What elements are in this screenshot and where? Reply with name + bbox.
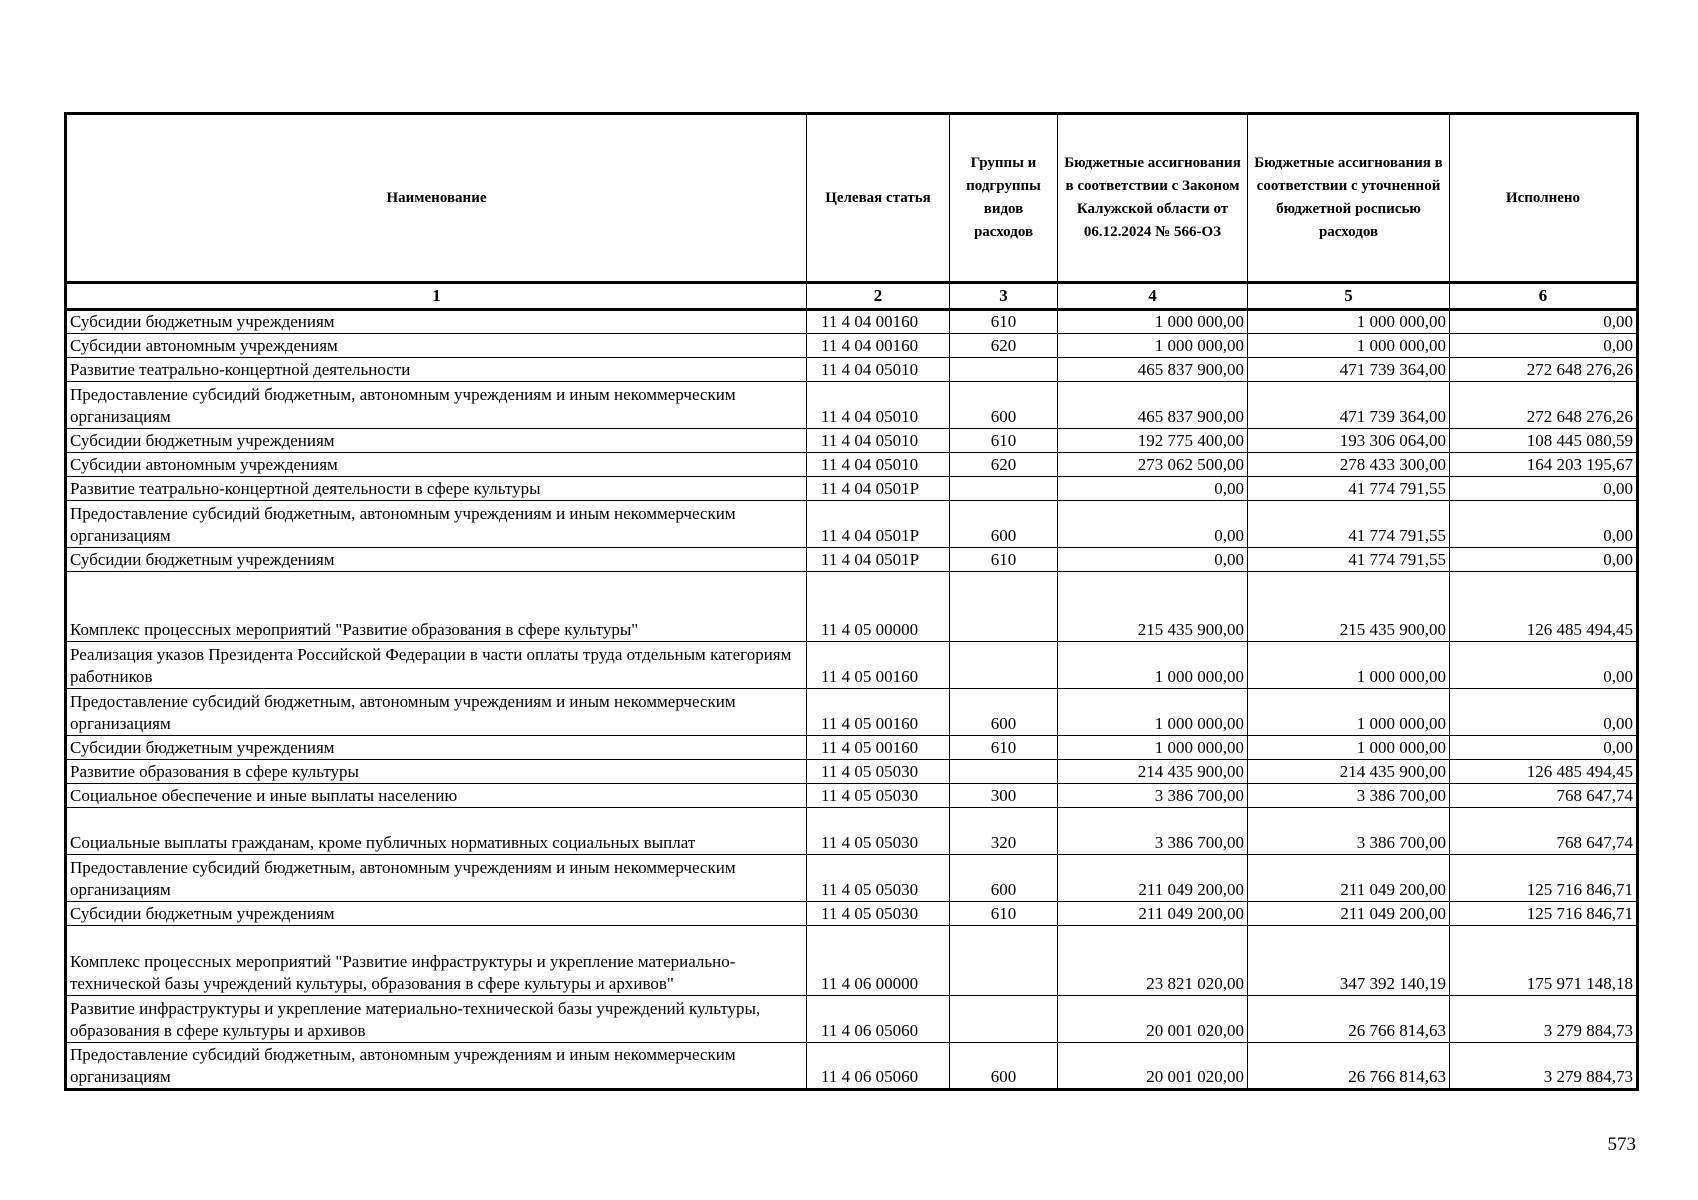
column-number: 2 (807, 283, 950, 310)
row-name-cell: Субсидии бюджетным учреждениям (66, 310, 807, 334)
budget-table (64, 112, 1639, 1091)
row-refined-amount-cell: 1 000 000,00 (1248, 310, 1450, 334)
row-code-cell: 11 4 04 0501Р (807, 477, 950, 501)
table-row (66, 926, 1638, 996)
row-name-cell: Субсидии автономным учреждениям (66, 334, 807, 358)
column-number-row (66, 283, 1638, 310)
row-name-cell: Комплекс процессных мероприятий "Развитие образования в сфере культуры" (66, 572, 807, 642)
table-row (66, 382, 1638, 429)
row-name-cell: Развитие театрально-концертной деятельности в сфере культуры (66, 477, 807, 501)
row-group-cell: 600 (950, 501, 1058, 548)
header-name: Наименование (66, 114, 807, 283)
row-code-cell: 11 4 04 05010 (807, 453, 950, 477)
row-refined-amount-cell: 41 774 791,55 (1248, 501, 1450, 548)
row-code-cell: 11 4 05 05030 (807, 760, 950, 784)
row-group-cell: 600 (950, 855, 1058, 902)
row-name-cell: Предоставление субсидий бюджетным, автономным учреждениям и иным некоммерческим организациям (66, 689, 807, 736)
row-name-cell: Субсидии бюджетным учреждениям (66, 548, 807, 572)
row-group-cell (950, 477, 1058, 501)
row-group-cell (950, 358, 1058, 382)
row-group-cell: 620 (950, 453, 1058, 477)
row-name-cell: Субсидии автономным учреждениям (66, 453, 807, 477)
row-name-cell: Субсидии бюджетным учреждениям (66, 902, 807, 926)
row-code-cell: 11 4 05 00160 (807, 736, 950, 760)
row-law-amount-cell: 1 000 000,00 (1058, 736, 1248, 760)
row-name-cell: Предоставление субсидий бюджетным, автономным учреждениям и иным некоммерческим организациям (66, 1043, 807, 1090)
row-refined-amount-cell: 215 435 900,00 (1248, 572, 1450, 642)
row-refined-amount-cell: 1 000 000,00 (1248, 334, 1450, 358)
row-executed-amount-cell: 125 716 846,71 (1450, 855, 1638, 902)
row-code-cell: 11 4 04 0501Р (807, 501, 950, 548)
row-law-amount-cell: 0,00 (1058, 501, 1248, 548)
header-target-article: Целевая статья (807, 114, 950, 283)
row-refined-amount-cell: 214 435 900,00 (1248, 760, 1450, 784)
header-executed: Исполнено (1450, 114, 1638, 283)
row-name-cell: Субсидии бюджетным учреждениям (66, 736, 807, 760)
row-law-amount-cell: 211 049 200,00 (1058, 902, 1248, 926)
row-code-cell: 11 4 06 05060 (807, 1043, 950, 1090)
row-code-cell: 11 4 04 05010 (807, 429, 950, 453)
row-group-cell (950, 572, 1058, 642)
row-refined-amount-cell: 26 766 814,63 (1248, 996, 1450, 1043)
table-row (66, 334, 1638, 358)
row-executed-amount-cell: 0,00 (1450, 689, 1638, 736)
table-row (66, 902, 1638, 926)
row-law-amount-cell: 273 062 500,00 (1058, 453, 1248, 477)
table-row (66, 642, 1638, 689)
column-number: 3 (950, 283, 1058, 310)
row-code-cell: 11 4 06 05060 (807, 996, 950, 1043)
table-row (66, 996, 1638, 1043)
row-code-cell: 11 4 05 05030 (807, 902, 950, 926)
table-row (66, 453, 1638, 477)
table-body (66, 310, 1638, 1090)
table-row (66, 689, 1638, 736)
row-group-cell: 600 (950, 689, 1058, 736)
row-code-cell: 11 4 04 00160 (807, 334, 950, 358)
row-law-amount-cell: 1 000 000,00 (1058, 334, 1248, 358)
row-group-cell: 320 (950, 808, 1058, 855)
row-executed-amount-cell: 0,00 (1450, 501, 1638, 548)
column-number: 1 (66, 283, 807, 310)
row-executed-amount-cell: 126 485 494,45 (1450, 760, 1638, 784)
row-code-cell: 11 4 06 00000 (807, 926, 950, 996)
row-group-cell: 600 (950, 382, 1058, 429)
row-law-amount-cell: 20 001 020,00 (1058, 996, 1248, 1043)
row-refined-amount-cell: 3 386 700,00 (1248, 784, 1450, 808)
row-refined-amount-cell: 1 000 000,00 (1248, 642, 1450, 689)
row-executed-amount-cell: 768 647,74 (1450, 784, 1638, 808)
row-code-cell: 11 4 05 05030 (807, 784, 950, 808)
row-refined-amount-cell: 41 774 791,55 (1248, 548, 1450, 572)
row-group-cell: 610 (950, 429, 1058, 453)
table-row (66, 736, 1638, 760)
row-name-cell: Развитие инфраструктуры и укрепление материально-технической базы учреждений культуры, образования в сфере культуры и архивов (66, 996, 807, 1043)
row-executed-amount-cell: 272 648 276,26 (1450, 358, 1638, 382)
row-code-cell: 11 4 04 05010 (807, 358, 950, 382)
row-law-amount-cell: 215 435 900,00 (1058, 572, 1248, 642)
row-name-cell: Предоставление субсидий бюджетным, автономным учреждениям и иным некоммерческим организациям (66, 855, 807, 902)
row-code-cell: 11 4 04 00160 (807, 310, 950, 334)
row-refined-amount-cell: 471 739 364,00 (1248, 358, 1450, 382)
row-refined-amount-cell: 211 049 200,00 (1248, 855, 1450, 902)
row-law-amount-cell: 0,00 (1058, 477, 1248, 501)
table-row (66, 760, 1638, 784)
row-executed-amount-cell: 0,00 (1450, 642, 1638, 689)
row-executed-amount-cell: 0,00 (1450, 736, 1638, 760)
table-row (66, 808, 1638, 855)
row-code-cell: 11 4 04 05010 (807, 382, 950, 429)
row-refined-amount-cell: 278 433 300,00 (1248, 453, 1450, 477)
row-executed-amount-cell: 768 647,74 (1450, 808, 1638, 855)
column-number: 5 (1248, 283, 1450, 310)
row-refined-amount-cell: 1 000 000,00 (1248, 689, 1450, 736)
table-row (66, 358, 1638, 382)
row-code-cell: 11 4 05 00000 (807, 572, 950, 642)
page-number: 573 (1607, 1134, 1636, 1155)
row-law-amount-cell: 3 386 700,00 (1058, 808, 1248, 855)
column-number: 6 (1450, 283, 1638, 310)
row-code-cell: 11 4 05 05030 (807, 808, 950, 855)
row-code-cell: 11 4 05 00160 (807, 642, 950, 689)
table-row (66, 572, 1638, 642)
row-name-cell: Социальное обеспечение и иные выплаты населению (66, 784, 807, 808)
row-law-amount-cell: 192 775 400,00 (1058, 429, 1248, 453)
row-refined-amount-cell: 3 386 700,00 (1248, 808, 1450, 855)
row-refined-amount-cell: 41 774 791,55 (1248, 477, 1450, 501)
row-law-amount-cell: 211 049 200,00 (1058, 855, 1248, 902)
row-code-cell: 11 4 04 0501Р (807, 548, 950, 572)
row-law-amount-cell: 465 837 900,00 (1058, 358, 1248, 382)
row-law-amount-cell: 214 435 900,00 (1058, 760, 1248, 784)
table-row (66, 429, 1638, 453)
table-row (66, 310, 1638, 334)
row-law-amount-cell: 1 000 000,00 (1058, 642, 1248, 689)
row-executed-amount-cell: 125 716 846,71 (1450, 902, 1638, 926)
row-group-cell (950, 926, 1058, 996)
row-law-amount-cell: 1 000 000,00 (1058, 310, 1248, 334)
row-executed-amount-cell: 0,00 (1450, 477, 1638, 501)
table-row (66, 477, 1638, 501)
row-executed-amount-cell: 3 279 884,73 (1450, 1043, 1638, 1090)
row-code-cell: 11 4 05 05030 (807, 855, 950, 902)
row-law-amount-cell: 0,00 (1058, 548, 1248, 572)
row-law-amount-cell: 3 386 700,00 (1058, 784, 1248, 808)
row-group-cell (950, 996, 1058, 1043)
row-group-cell: 610 (950, 310, 1058, 334)
row-executed-amount-cell: 0,00 (1450, 334, 1638, 358)
row-name-cell: Предоставление субсидий бюджетным, автономным учреждениям и иным некоммерческим организациям (66, 501, 807, 548)
row-executed-amount-cell: 126 485 494,45 (1450, 572, 1638, 642)
row-law-amount-cell: 1 000 000,00 (1058, 689, 1248, 736)
table-row (66, 855, 1638, 902)
row-refined-amount-cell: 193 306 064,00 (1248, 429, 1450, 453)
row-name-cell: Предоставление субсидий бюджетным, автономным учреждениям и иным некоммерческим организациям (66, 382, 807, 429)
row-name-cell: Развитие театрально-концертной деятельности (66, 358, 807, 382)
row-name-cell: Реализация указов Президента Российской Федерации в части оплаты труда отдельным категориям работников (66, 642, 807, 689)
row-executed-amount-cell: 175 971 148,18 (1450, 926, 1638, 996)
row-group-cell (950, 642, 1058, 689)
row-name-cell: Развитие образования в сфере культуры (66, 760, 807, 784)
row-group-cell: 610 (950, 902, 1058, 926)
row-law-amount-cell: 23 821 020,00 (1058, 926, 1248, 996)
row-name-cell: Субсидии бюджетным учреждениям (66, 429, 807, 453)
table-row (66, 784, 1638, 808)
table-row (66, 548, 1638, 572)
row-group-cell: 620 (950, 334, 1058, 358)
row-group-cell: 300 (950, 784, 1058, 808)
header-refined-allocations: Бюджетные ассигнования в соответствии с уточненной бюджетной росписью расходов (1248, 114, 1450, 283)
row-group-cell: 610 (950, 548, 1058, 572)
table-row (66, 1043, 1638, 1090)
row-name-cell: Социальные выплаты гражданам, кроме публичных нормативных социальных выплат (66, 808, 807, 855)
row-executed-amount-cell: 3 279 884,73 (1450, 996, 1638, 1043)
row-group-cell: 610 (950, 736, 1058, 760)
header-law-allocations: Бюджетные ассигнования в соответствии с Законом Калужской области от 06.12.2024 № 566-ОЗ (1058, 114, 1248, 283)
row-executed-amount-cell: 0,00 (1450, 548, 1638, 572)
row-refined-amount-cell: 1 000 000,00 (1248, 736, 1450, 760)
row-refined-amount-cell: 26 766 814,63 (1248, 1043, 1450, 1090)
row-executed-amount-cell: 108 445 080,59 (1450, 429, 1638, 453)
row-group-cell: 600 (950, 1043, 1058, 1090)
row-group-cell (950, 760, 1058, 784)
row-executed-amount-cell: 0,00 (1450, 310, 1638, 334)
row-law-amount-cell: 20 001 020,00 (1058, 1043, 1248, 1090)
table-header-row (66, 114, 1638, 283)
row-refined-amount-cell: 347 392 140,19 (1248, 926, 1450, 996)
row-refined-amount-cell: 471 739 364,00 (1248, 382, 1450, 429)
row-name-cell: Комплекс процессных мероприятий "Развитие инфраструктуры и укрепление материально-технической базы учреждений культуры, образования в сфере культуры и архивов" (66, 926, 807, 996)
row-executed-amount-cell: 164 203 195,67 (1450, 453, 1638, 477)
row-executed-amount-cell: 272 648 276,26 (1450, 382, 1638, 429)
column-number: 4 (1058, 283, 1248, 310)
row-code-cell: 11 4 05 00160 (807, 689, 950, 736)
row-refined-amount-cell: 211 049 200,00 (1248, 902, 1450, 926)
table-row (66, 501, 1638, 548)
header-expense-groups: Группы и подгруппы видов расходов (950, 114, 1058, 283)
row-law-amount-cell: 465 837 900,00 (1058, 382, 1248, 429)
